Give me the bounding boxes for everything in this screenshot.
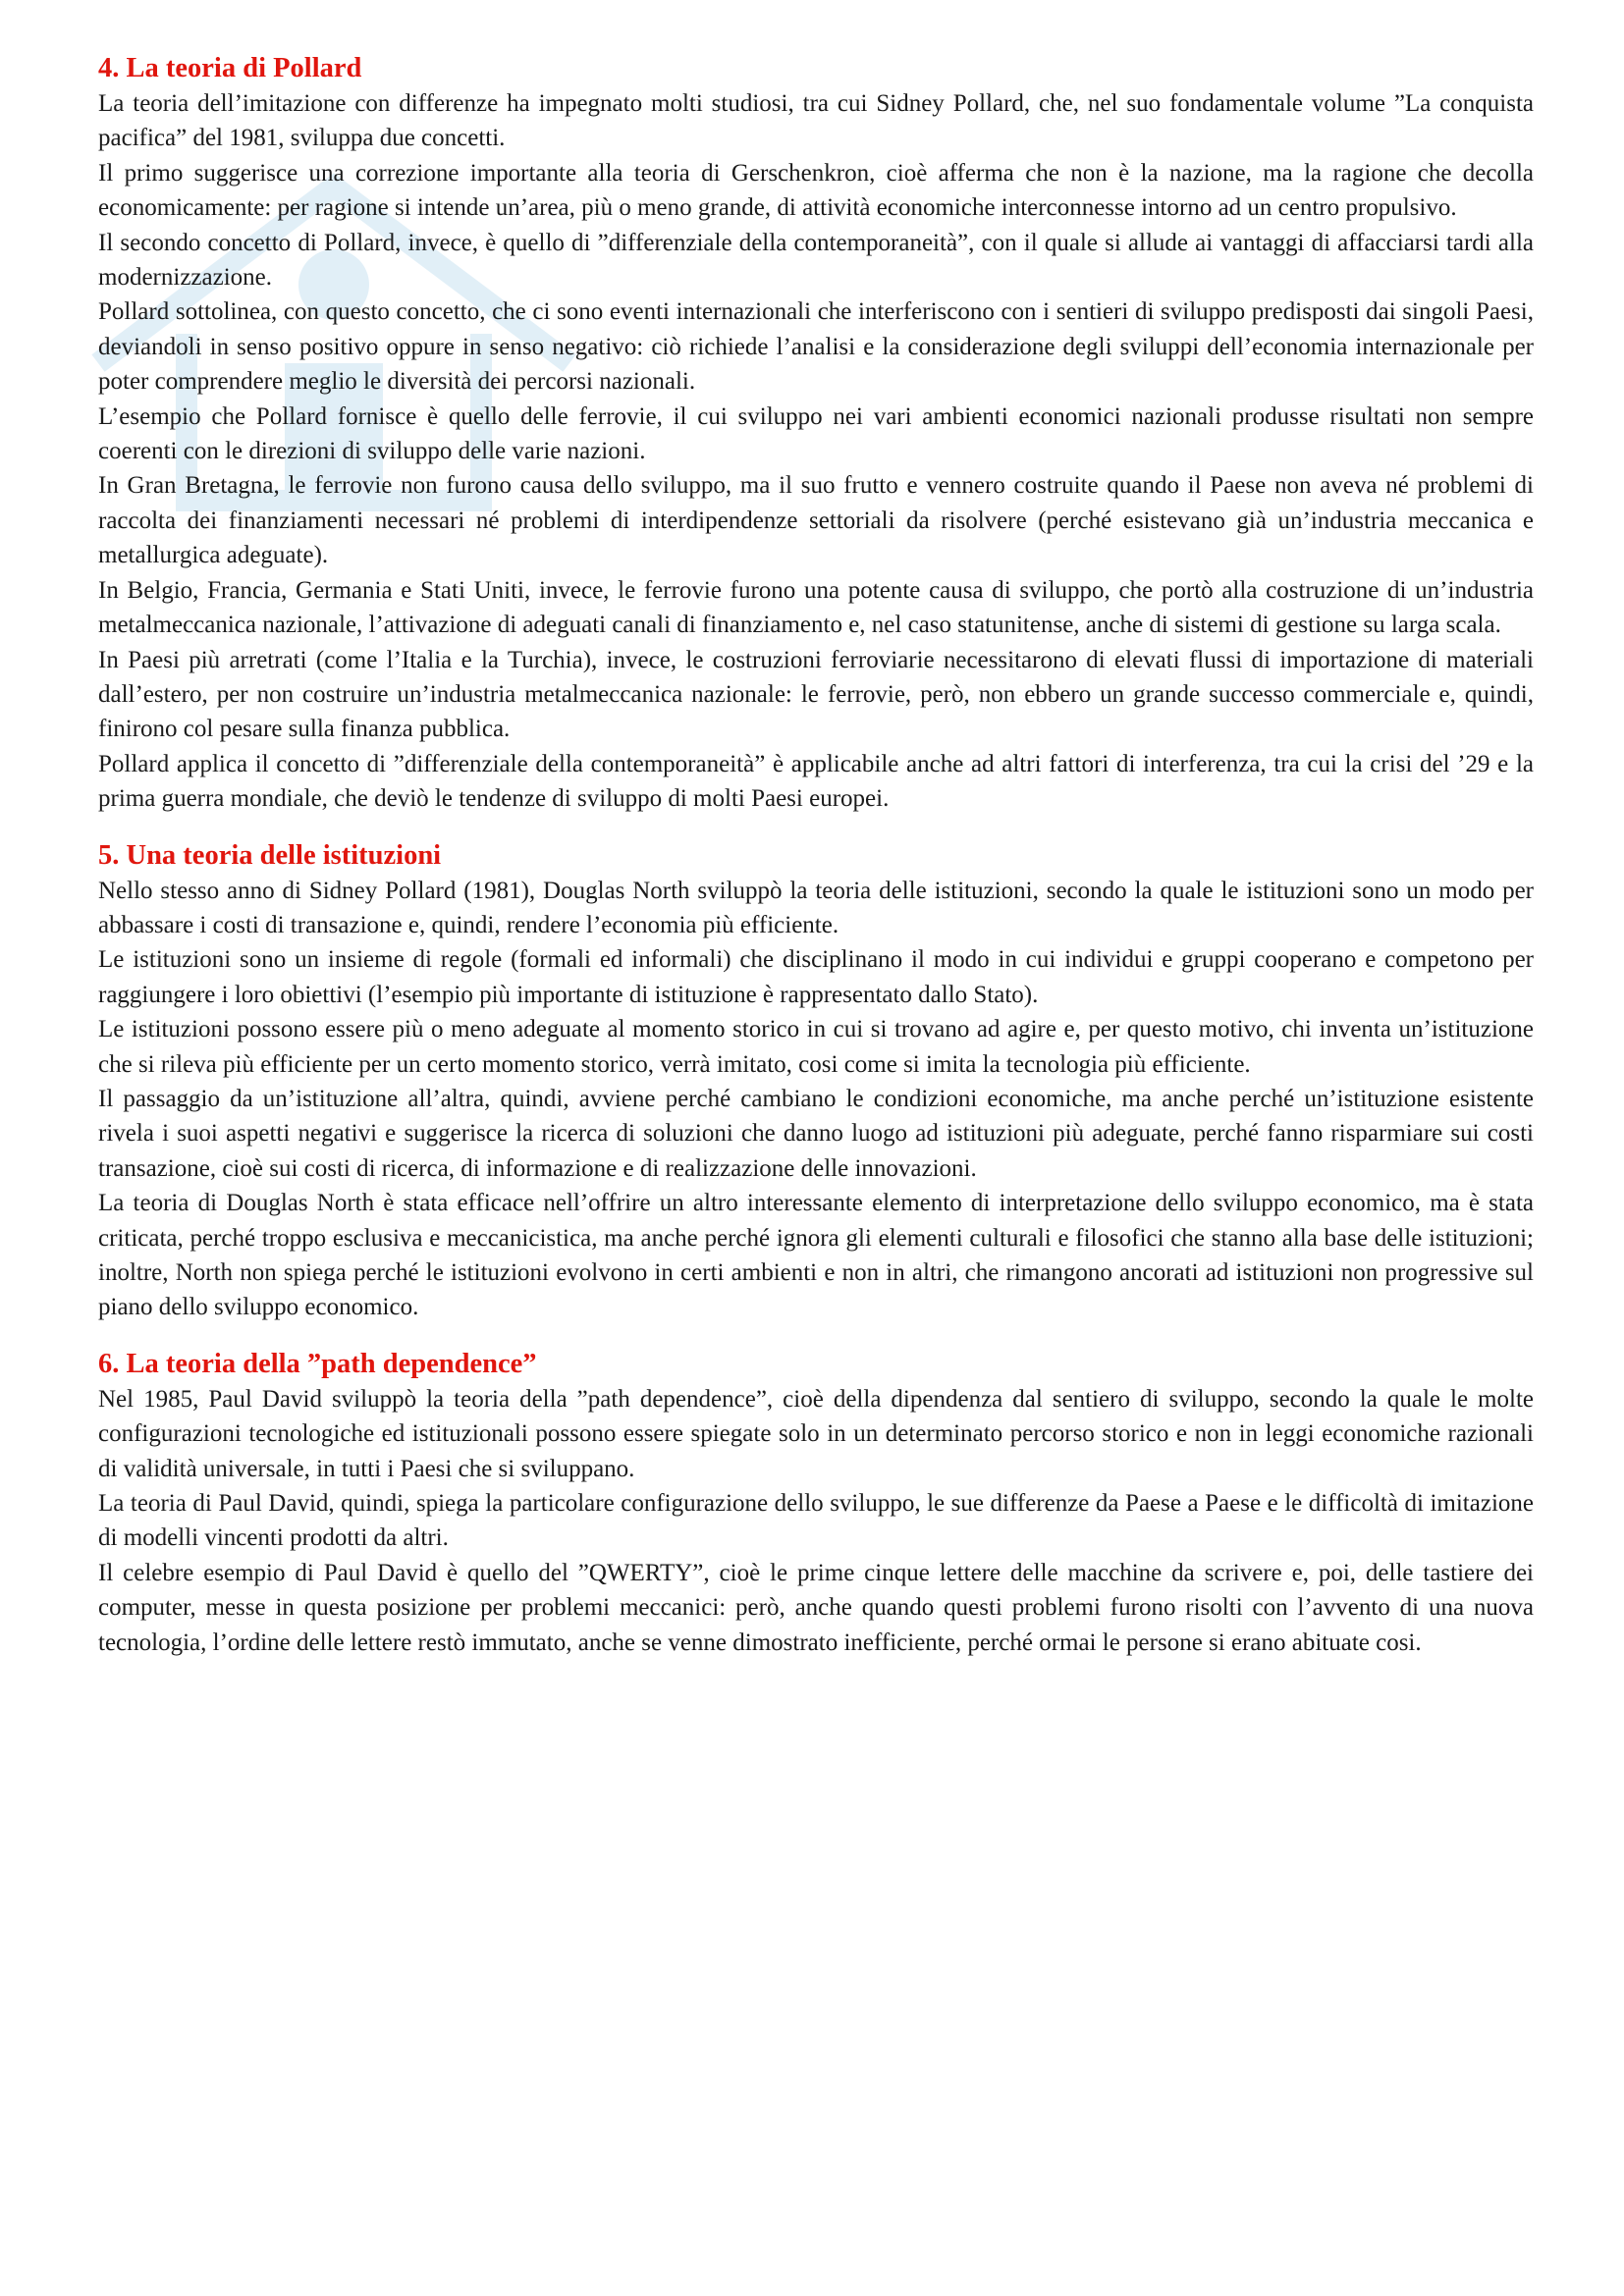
paragraph: In Belgio, Francia, Germania e Stati Uniti, invece, le ferrovie furono una potente causa di sviluppo, che portò alla costruzione di un’industria metalmeccanica nazionale, l’attivazione di adeguati canali di finanziamento e, nel caso statunitense, anche di sistemi di gestione su larga scala. xyxy=(98,576,1534,639)
paragraph: In Gran Bretagna, le ferrovie non furono causa dello sviluppo, ma il suo frutto e vennero costruite quando il Paese non aveva né problemi di raccolta dei finanziamenti necessari né problemi di interdipendenze settoriali da risolvere (perché esistevano già un’industria meccanica e metallurgica adeguate). xyxy=(98,472,1534,569)
paragraph: Pollard sottolinea, con questo concetto, che ci sono eventi internazionali che interferiscono con i sentieri di sviluppo predisposti dai singoli Paesi, deviandoli in senso positivo oppure in senso negativo: ciò richiede l’analisi e la considerazione degli sviluppi dell’economia internazionale per poter comprendere meglio le diversità dei percorsi nazionali. xyxy=(98,298,1534,396)
paragraph: Nello stesso anno di Sidney Pollard (1981), Douglas North sviluppò la teoria delle istituzioni, secondo la quale le istituzioni sono un modo per abbassare i costi di transazione e, quindi, rendere l’economia più efficiente. xyxy=(98,877,1534,938)
paragraph: Le istituzioni sono un insieme di regole (formali ed informali) che disciplinano il modo in cui individui e gruppi cooperano e competono per raggiungere i loro obiettivi (l’esempio più importante di istituzione è rappresentato dallo Stato). xyxy=(98,946,1534,1008)
paragraph: Il secondo concetto di Pollard, invece, è quello di ”differenziale della contemporaneità”, con il quale si allude ai vantaggi di affacciarsi tardi alla modernizzazione. xyxy=(98,229,1534,292)
paragraph: Pollard applica il concetto di ”differenziale della contemporaneità” è applicabile anche ad altri fattori di interferenza, tra cui la crisi del ’29 e la prima guerra mondiale, che deviò le tendenze di sviluppo di molti Paesi europei. xyxy=(98,750,1534,813)
paragraph: Il passaggio da un’istituzione all’altra, quindi, avviene perché cambiano le condizioni economiche, ma anche perché un’istituzione esistente rivela i suoi aspetti negativi e suggerisce la ricerca di soluzioni che danno luogo ad istituzioni più adeguate, perché fanno risparmiare sui costi transazione, cioè sui costi di ricerca, di informazione e di realizzazione delle innovazioni. xyxy=(98,1085,1534,1182)
section-istituzioni xyxy=(98,838,1534,1325)
paragraph: L’esempio che Pollard fornisce è quello delle ferrovie, il cui sviluppo nei vari ambienti economici nazionali produsse risultati non sempre coerenti con le direzioni di sviluppo delle varie nazioni. xyxy=(98,402,1534,465)
paragraph: Nel 1985, Paul David sviluppò la teoria della ”path dependence”, cioè della dipendenza dal sentiero di sviluppo, secondo la quale le molte configurazioni tecnologiche ed istituzionali possono essere spiegate solo in un determinato percorso storico e non in leggi economiche razionali di validità universale, in tutti i Paesi che si sviluppano. xyxy=(98,1385,1534,1482)
section-heading: 6. La teoria della ”path dependence” xyxy=(98,1348,537,1379)
paragraph: Il primo suggerisce una correzione importante alla teoria di Gerschenkron, cioè afferma che non è la nazione, ma la ragione che decolla economicamente: per ragione si intende un’area, più o meno grande, di attività economiche interconnesse intorno ad un centro propulsivo. xyxy=(98,159,1534,222)
section-heading: 5. Una teoria delle istituzioni xyxy=(98,839,442,871)
section-path-dependence xyxy=(98,1347,1534,1660)
document-body xyxy=(98,51,1534,1660)
section-heading: 4. La teoria di Pollard xyxy=(98,53,362,83)
paragraph: La teoria di Paul David, quindi, spiega la particolare configurazione dello sviluppo, le sue differenze da Paese a Paese e le difficoltà di imitazione di modelli vincenti prodotti da altri. xyxy=(98,1490,1534,1552)
paragraph: Le istituzioni possono essere più o meno adeguate al momento storico in cui si trovano ad agire e, per questo motivo, chi inventa un’istituzione che si rileva più efficiente per un certo momento storico, verrà imitato, cosi come si imita la tecnologia più efficiente. xyxy=(98,1016,1534,1078)
paragraph: Il celebre esempio di Paul David è quello del ”QWERTY”, cioè le prime cinque lettere delle macchine da scrivere e, poi, delle tastiere dei computer, messe in questa posizione per problemi meccanici: però, anche quando questi problemi furono risolti con l’avvento di una nuova tecnologia, l’ordine delle lettere restò immutato, anche se venne dimostrato inefficiente, perché ormai le persone si erano abituate cosi. xyxy=(98,1559,1534,1656)
paragraph: La teoria di Douglas North è stata efficace nell’offrire un altro interessante elemento di interpretazione dello sviluppo economico, ma è stata criticata, perché troppo esclusiva e meccanicistica, ma anche perché ignora gli elementi culturali e filosofici che stanno alla base delle istituzioni; inoltre, North non spiega perché le istituzioni evolvono in certi ambienti e non in altri, che rimangono ancorati ad istituzioni non progressive sul piano dello sviluppo economico. xyxy=(98,1190,1534,1321)
paragraph: In Paesi più arretrati (come l’Italia e la Turchia), invece, le costruzioni ferroviarie necessitarono di elevati flussi di importazione di materiali dall’estero, per non costruire un’industria metalmeccanica nazionale: le ferrovie, però, non ebbero un grande successo commerciale e, quindi, finirono col pesare sulla finanza pubblica. xyxy=(98,646,1534,743)
paragraph: La teoria dell’imitazione con differenze ha impegnato molti studiosi, tra cui Sidney Pollard, che, nel suo fondamentale volume ”La conquista pacifica” del 1981, sviluppa due concetti. xyxy=(98,90,1534,152)
section-pollard xyxy=(98,51,1534,817)
